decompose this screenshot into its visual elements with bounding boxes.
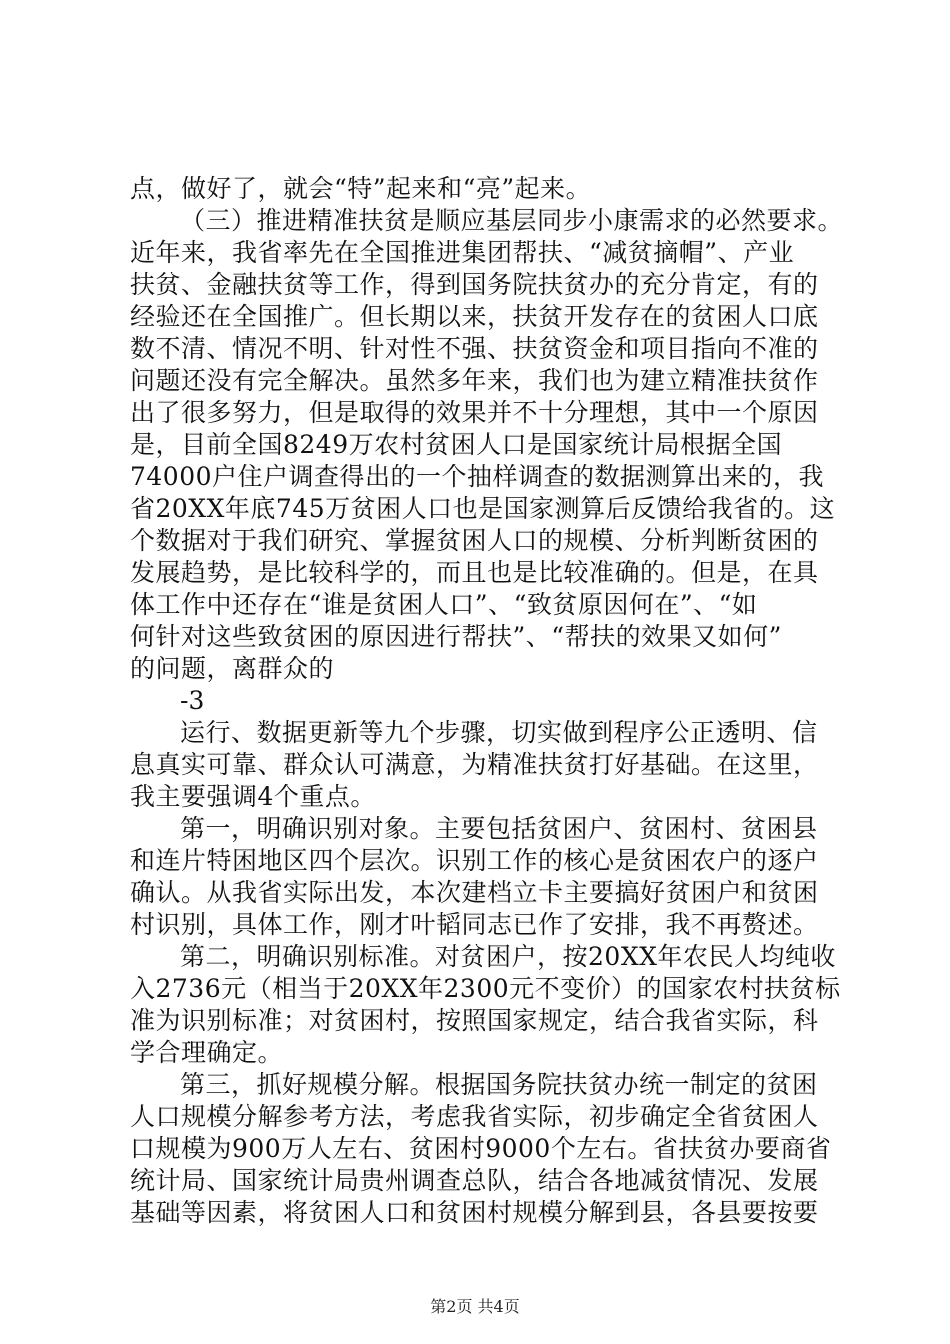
text-line: 扶贫、金融扶贫等工作，得到国务院扶贫办的充分肯定，有的 <box>130 270 819 299</box>
text-line: 准为识别标准；对贫困村，按照国家规定，结合我省实际，科 <box>130 1006 819 1035</box>
text-line: 确认。从我省实际出发，本次建档立卡主要搞好贫困户和贫困 <box>130 878 819 907</box>
text-line: 和连片特困地区四个层次。识别工作的核心是贫困农户的逐户 <box>130 846 819 875</box>
text-line: 个数据对于我们研究、掌握贫困人口的规模、分析判断贫困的 <box>130 526 819 555</box>
text-line: 经验还在全国推广。但长期以来，扶贫开发存在的贫困人口底 <box>130 302 819 331</box>
text-line: 第三，抓好规模分解。根据国务院扶贫办统一制定的贫困 <box>180 1070 818 1099</box>
text-line: 第一，明确识别对象。主要包括贫困户、贫困村、贫困县 <box>180 814 818 843</box>
text-line: 点，做好了，就会“特”起来和“亮”起来。 <box>130 174 592 203</box>
text-line: 口规模为900万人左右、贫困村9000个左右。省扶贫办要商省 <box>130 1134 832 1163</box>
text-line: （三）推进精准扶贫是顺应基层同步小康需求的必然要求。 <box>180 206 844 235</box>
page-marker: -3 <box>180 686 205 715</box>
text-line: 近年来，我省率先在全国推进集团帮扶、“减贫摘帽”、产业 <box>130 238 795 267</box>
text-line: 息真实可靠、群众认可满意，为精准扶贫打好基础。在这里， <box>130 750 819 779</box>
text-line: 我主要强调4个重点。 <box>130 782 376 811</box>
text-line: 发展趋势，是比较科学的，而且也是比较准确的。但是，在具 <box>130 558 819 587</box>
text-line: 问题还没有完全解决。虽然多年来，我们也为建立精准扶贫作 <box>130 366 819 395</box>
text-line: 74000户住户调查得出的一个抽样调查的数据测算出来的，我 <box>130 462 825 491</box>
text-line: 何针对这些致贫困的原因进行帮扶”、“帮扶的效果又如何” <box>130 622 782 651</box>
text-line: 省20XX年底745万贫困人口也是国家测算后反馈给我省的。这 <box>130 494 836 523</box>
text-line: 基础等因素，将贫困人口和贫困村规模分解到县，各县要按要 <box>130 1198 819 1227</box>
text-line: 数不清、情况不明、针对性不强、扶贫资金和项目指向不准的 <box>130 334 819 363</box>
text-line: 的问题，离群众的 <box>130 654 335 683</box>
text-line: 村识别，具体工作，刚才叶韬同志已作了安排，我不再赘述。 <box>130 910 819 939</box>
page-footer: 第2页 共4页 <box>430 1297 520 1316</box>
text-line: 体工作中还存在“谁是贫困人口”、“致贫原因何在”、“如 <box>130 590 758 619</box>
text-line: 入2736元（相当于20XX年2300元不变价）的国家农村扶贫标 <box>130 974 841 1003</box>
text-line: 学合理确定。 <box>130 1038 284 1067</box>
text-line: 统计局、国家统计局贵州调查总队，结合各地减贫情况、发展 <box>130 1166 819 1195</box>
text-line: 第二，明确识别标准。对贫困户，按20XX年农民人均纯收 <box>180 942 836 971</box>
text-line: 是，目前全国8249万农村贫困人口是国家统计局根据全国 <box>130 430 783 459</box>
text-line: 人口规模分解参考方法，考虑我省实际，初步确定全省贫困人 <box>130 1102 819 1131</box>
text-line: 运行、数据更新等九个步骤，切实做到程序公正透明、信 <box>180 718 818 747</box>
text-line: 出了很多努力，但是取得的效果并不十分理想，其中一个原因 <box>130 398 819 427</box>
